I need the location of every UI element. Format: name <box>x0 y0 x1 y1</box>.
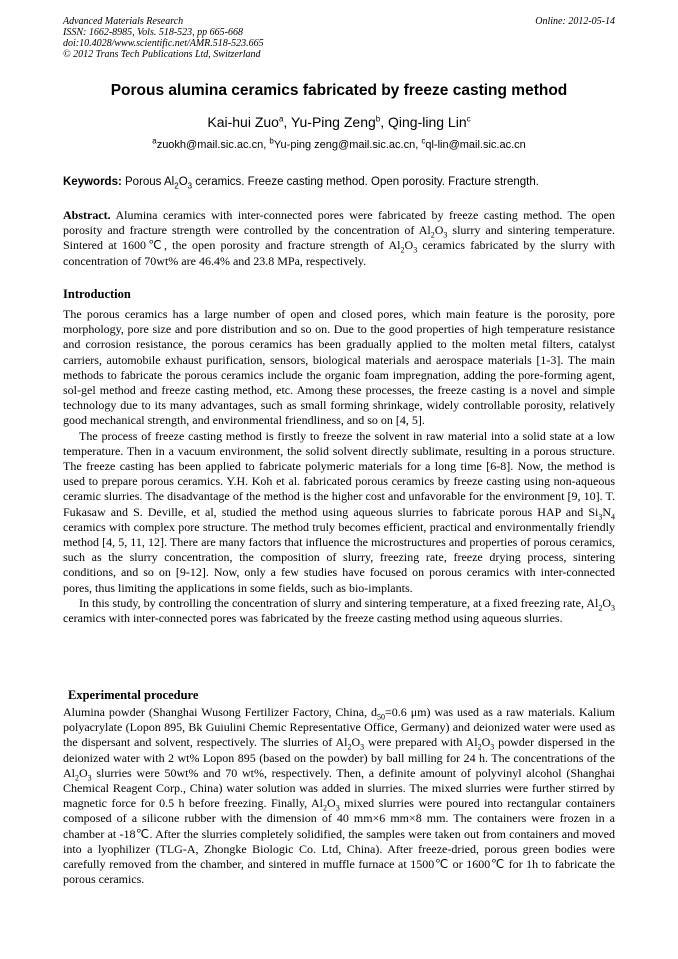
section-heading-experimental: Experimental procedure <box>68 688 199 702</box>
paragraph: The process of freeze casting method is firstly to freeze the solvent in raw material into a solid state at a low temperature. Then in a vacuum environment, the solid solvent directly sublimate, resulting in a porous structure. The freeze casting has been applied to fabricate polymeric materials for a long time [6-8]. Now, the method is used to prepare porous ceramics. Y.H. Koh et al. fabricated porous ceramics by freeze casting using non-aqueous ceramic slurries. The disadvantage of the method is the higher cost and unfavorable for the environment [9, 10]. T. Fukasaw and S. Deville, et al, studied the method using aqueous slurries to fabricate porous HAP and $Si_3N_4$ ceramics with complex pore structure. The method truly becomes efficient, practical and environmentally friendly method [4, 5, 11, 12]. There are many factors that influence the microstructures and properties of porous ceramics, such as the slurry concentration, the composition of slurry, freezing rate, freeze drying process, sintering conditions, and so on [9-12]. Now, only a few studies have focused on porous ceramics with inter-connected pores, thus limiting the applications in some fields, such as bio-implants. <box>63 428 615 595</box>
author-mark: c <box>466 114 471 124</box>
email-mark: a <box>152 136 157 146</box>
journal-header <box>63 16 264 60</box>
author-name: Qing-ling Lin <box>388 114 467 130</box>
abstract: Abstract. Alumina ceramics with inter-connected pores were fabricated by freeze casting method. The open porosity and fracture strength were controlled by the concentration of $Al_2O_3$ slurry and sintering temperature. Sintered at 1600℃, the open porosity and fracture strength of $Al_2O_3$ ceramics fabricated by the slurry with concentration of 70wt% are 46.4% and 23.8 MPa, respectively. <box>63 208 615 268</box>
keywords-label: Keywords: <box>63 176 122 188</box>
author-list: Kai-hui Zuo$^a$, Yu-Ping Zeng$^b$, Qing-ling Lin$^c$ <box>207 114 471 130</box>
online-date: Online: 2012-05-14 <box>535 16 615 27</box>
author-mark: a <box>278 114 284 124</box>
email-link[interactable]: zuokh@mail.sic.ac.cn <box>156 139 264 151</box>
author-mark: b <box>375 114 381 124</box>
doi: doi:10.4028/www.scientific.net/AMR.518-523.665 <box>63 38 264 49</box>
email-link[interactable]: Yu-ping zeng@mail.sic.ac.cn <box>273 139 416 151</box>
copyright: © 2012 Trans Tech Publications Ltd, Switzerland <box>63 49 261 60</box>
paper-title: Porous alumina ceramics fabricated by freeze casting method <box>110 82 568 99</box>
abstract-label: Abstract. <box>63 208 111 222</box>
paragraph: Alumina powder (Shanghai Wusong Fertilizer Factory, China, $d_{50}=0.6$ μm) was used as a raw materials. Kalium polyacrylate (Lopon 895, Bk Guiulini Chemic Representative Office, Germany) and deionized water were used as the dispersant and solvent, respectively. The slurries of $Al_2O_3$ were prepared with $Al_2O_3$ powder dispersed in the deionized water with 2 wt% Lopon 895 (based on the powder) by ball milling for 24 h. The concentrations of the $Al_2O_3$ slurries were 50wt% and 70 wt%, respectively. Then, a definite amount of polyvinyl alcohol (Shanghai Chemical Reagent Corp., China) water solution was added in slurries. The mixed slurries were further stirred by magnetic force for 0.5 h before freezing. Finally, $Al_2O_3$ mixed slurries were poured into rectangular containers composed of a silicone rubber with the dimension of 40 mm×6 mm×8 mm. The containers were frozen in a chamber at -18℃. After the slurries completely solidified, the samples were taken out from containers and moved into a lyophilizer (TLG-A, Zhongke Biologic Co. Ltd, China). After freeze-dried, porous green bodies were carefully removed from the chamber, and sintered in muffle furnace at 1500℃ or 1600℃ for 1h to fabricate the porous ceramics. <box>63 705 615 887</box>
paragraph: The porous ceramics has a large number of open and closed pores, which main feature is the porosity, pore morphology, pore size and pore distribution and so on. Due to the good properties of high temperature resistance and corrosion resistance, the porous ceramics has been gradually applied to the molten metal filters, catalyst carriers, automobile exhaust purification, sensors, biological materials and aerospace materials [1-3]. The main methods to fabricate the porous ceramics include the organic foam impregnation, adding the pore-forming agent, sol-gel method and freeze casting method, etc. Among these processes, the freeze casting is a novel and simple technology due to its many advantages, such as small forming shrinkage, widely controllable porosity, relatively good mechanical strength, and environmental friendliness, and so on [4, 5]. <box>63 307 615 428</box>
email-mark: c <box>421 136 426 146</box>
email-link[interactable]: ql-lin@mail.sic.ac.cn <box>425 139 526 151</box>
email-mark: b <box>269 136 274 146</box>
keywords: Keywords: Porous $Al_2O_3$ ceramics. Freeze casting method. Open porosity. Fracture strength. <box>63 176 539 191</box>
paragraph: In this study, by controlling the concentration of slurry and sintering temperature, at a fixed freezing rate, $Al_2O_3$ ceramics with inter-connected pores was fabricated by the freeze casting method using aqueous slurries. <box>63 595 615 626</box>
experimental-body <box>63 705 615 887</box>
issn: ISSN: 1662-8985, Vols. 518-523, pp 665-668 <box>63 27 243 38</box>
section-heading-introduction: Introduction <box>63 287 131 301</box>
author-name: Yu-Ping Zeng <box>290 114 376 130</box>
email-list: $^a$zuokh@mail.sic.ac.cn, $^b$Yu-ping zeng@mail.sic.ac.cn, $^c$ql-lin@mail.sic.ac.cn <box>152 136 526 151</box>
introduction-body <box>63 307 615 626</box>
journal-name: Advanced Materials Research <box>63 16 184 27</box>
author-name: Kai-hui Zuo <box>207 114 279 130</box>
